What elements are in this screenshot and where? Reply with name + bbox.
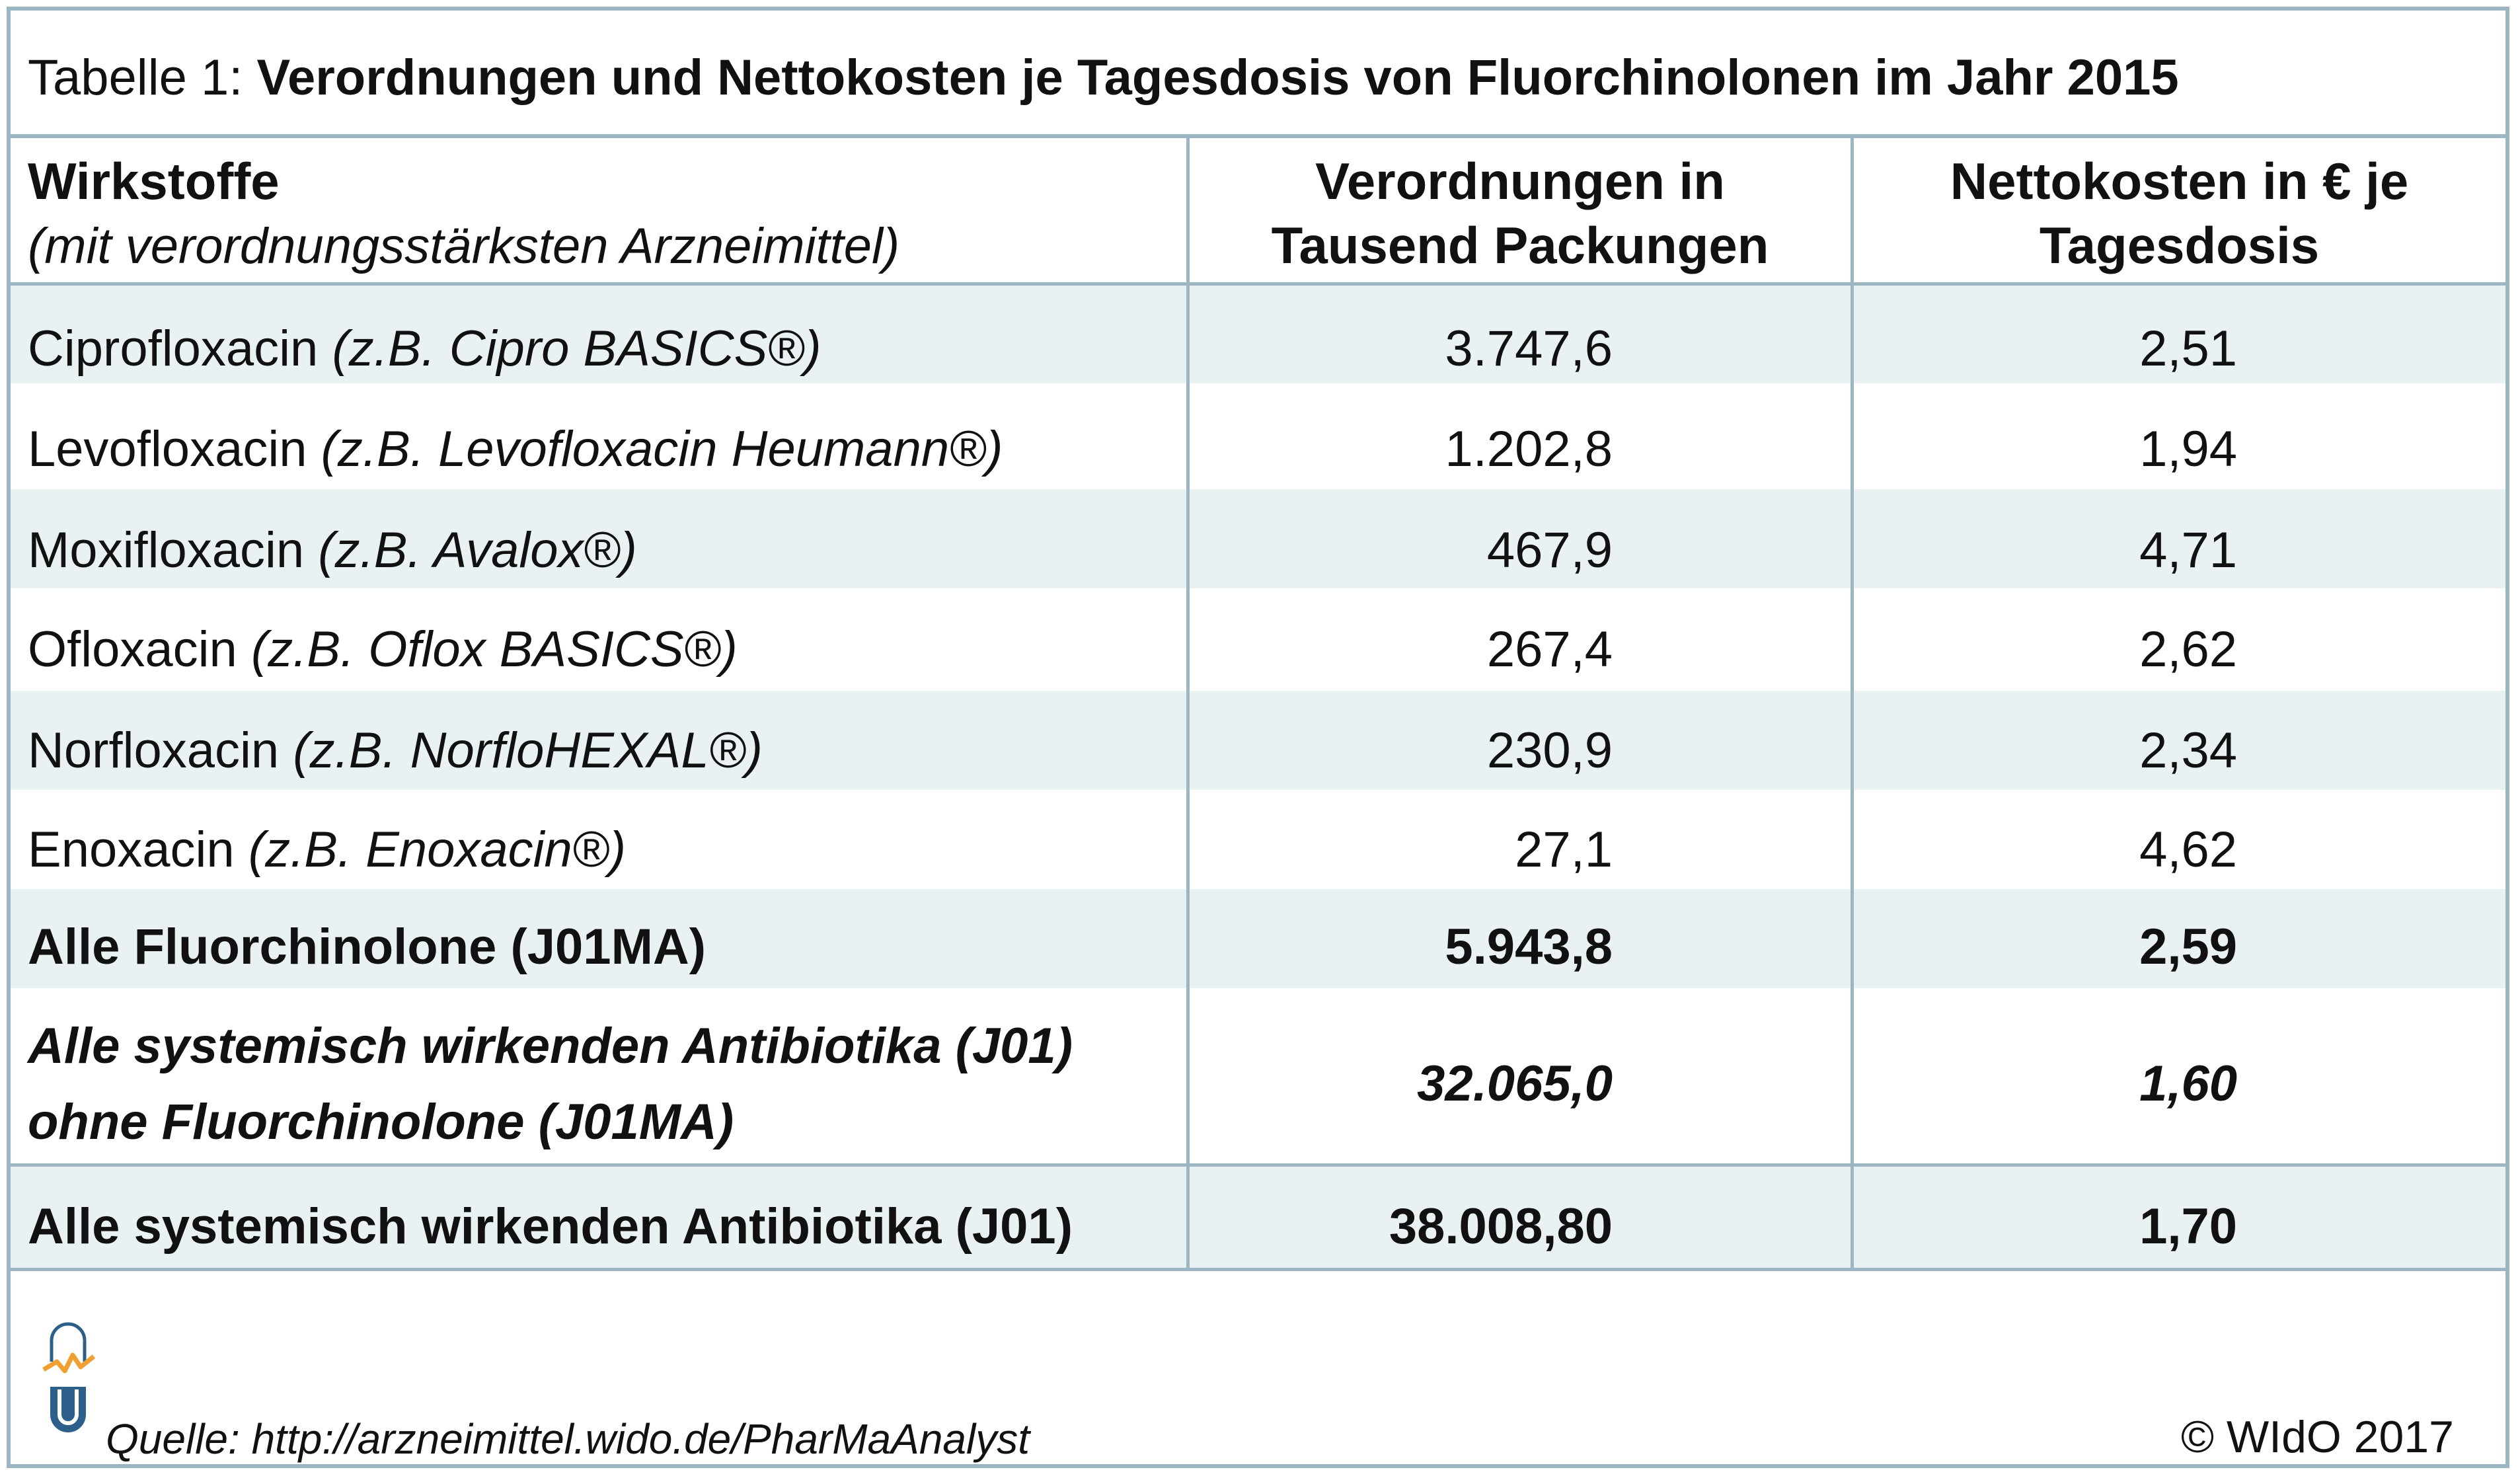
- table-row-kosten: 2,51: [2139, 321, 2237, 377]
- summary-all-fluoro-verordnungen: 5.943,8: [1445, 919, 1613, 975]
- table-row-name: Levofloxacin (z.B. Levofloxacin Heumann®): [28, 421, 1003, 477]
- table-row-name: Moxifloxacin (z.B. Avalox®): [28, 522, 637, 578]
- table-row-kosten: 2,34: [2139, 722, 2237, 779]
- summary-all-antibiotics-verordnungen: 38.008,80: [1389, 1198, 1613, 1255]
- wido-capsule-logo-icon: [38, 1315, 98, 1441]
- title-prefix: Tabelle 1:: [28, 50, 257, 106]
- header-divider: [11, 282, 2505, 286]
- table-row-name: Enoxacin (z.B. Enoxacin®): [28, 822, 627, 878]
- header-verordnungen-line2: Tausend Packungen: [1271, 216, 1769, 274]
- header-wirkstoffe: Wirkstoffe: [28, 152, 280, 210]
- table-row-verordnungen: 1.202,8: [1445, 421, 1613, 477]
- summary-all-fluoro-label: Alle Fluorchinolone (J01MA): [28, 919, 706, 975]
- footer-copyright: © WIdO 2017: [2181, 1412, 2454, 1462]
- table-row-name: Ofloxacin (z.B. Oflox BASICS®): [28, 621, 738, 678]
- table-title: [28, 50, 2179, 106]
- title-main: Verordnungen und Nettokosten je Tagesdosis von Fluorchinolonen im Jahr 2015: [256, 50, 2179, 106]
- footer-divider: [11, 1268, 2505, 1271]
- footer-source: Quelle: http://arzneimittel.wido.de/PharMaAnalyst: [106, 1415, 1030, 1463]
- summary-all-antibiotics-label: Alle systemisch wirkenden Antibiotika (J01): [28, 1198, 1073, 1255]
- summary-without-fluoro-label-line2: ohne Fluorchinolone (J01MA): [28, 1094, 734, 1150]
- table-row-name: Ciprofloxacin (z.B. Cipro BASICS®): [28, 321, 821, 377]
- table-row-verordnungen: 27,1: [1515, 822, 1613, 878]
- table-row-verordnungen: 3.747,6: [1445, 321, 1613, 377]
- title-divider: [11, 134, 2505, 138]
- summary-without-fluoro-kosten: 1,60: [2139, 1056, 2237, 1112]
- table-row-kosten: 4,62: [2139, 822, 2237, 878]
- summary-all-antibiotics-kosten: 1,70: [2139, 1198, 2237, 1255]
- summary-without-fluoro-verordnungen: 32.065,0: [1417, 1056, 1613, 1112]
- header-nettokosten-line2: Tagesdosis: [2039, 216, 2320, 274]
- table-row-name: Norfloxacin (z.B. NorfloHEXAL®): [28, 722, 763, 779]
- table-row-verordnungen: 230,9: [1486, 722, 1613, 779]
- header-wirkstoffe-subtitle: (mit verordnungsstärksten Arzneimittel): [28, 218, 900, 274]
- table-row-kosten: 2,62: [2139, 621, 2237, 678]
- summary-without-fluoro-label-line1: Alle systemisch wirkenden Antibiotika (J01): [28, 1018, 1073, 1074]
- summary-all-fluoro-kosten: 2,59: [2139, 919, 2237, 975]
- table-row-kosten: 1,94: [2139, 421, 2237, 477]
- header-verordnungen-line1: Verordnungen in: [1315, 152, 1725, 210]
- table-row-kosten: 4,71: [2139, 522, 2237, 578]
- table-row-verordnungen: 267,4: [1486, 621, 1613, 678]
- summary-divider: [11, 1163, 2505, 1167]
- table-row-verordnungen: 467,9: [1486, 522, 1613, 578]
- header-nettokosten-line1: Nettokosten in € je: [1950, 152, 2409, 210]
